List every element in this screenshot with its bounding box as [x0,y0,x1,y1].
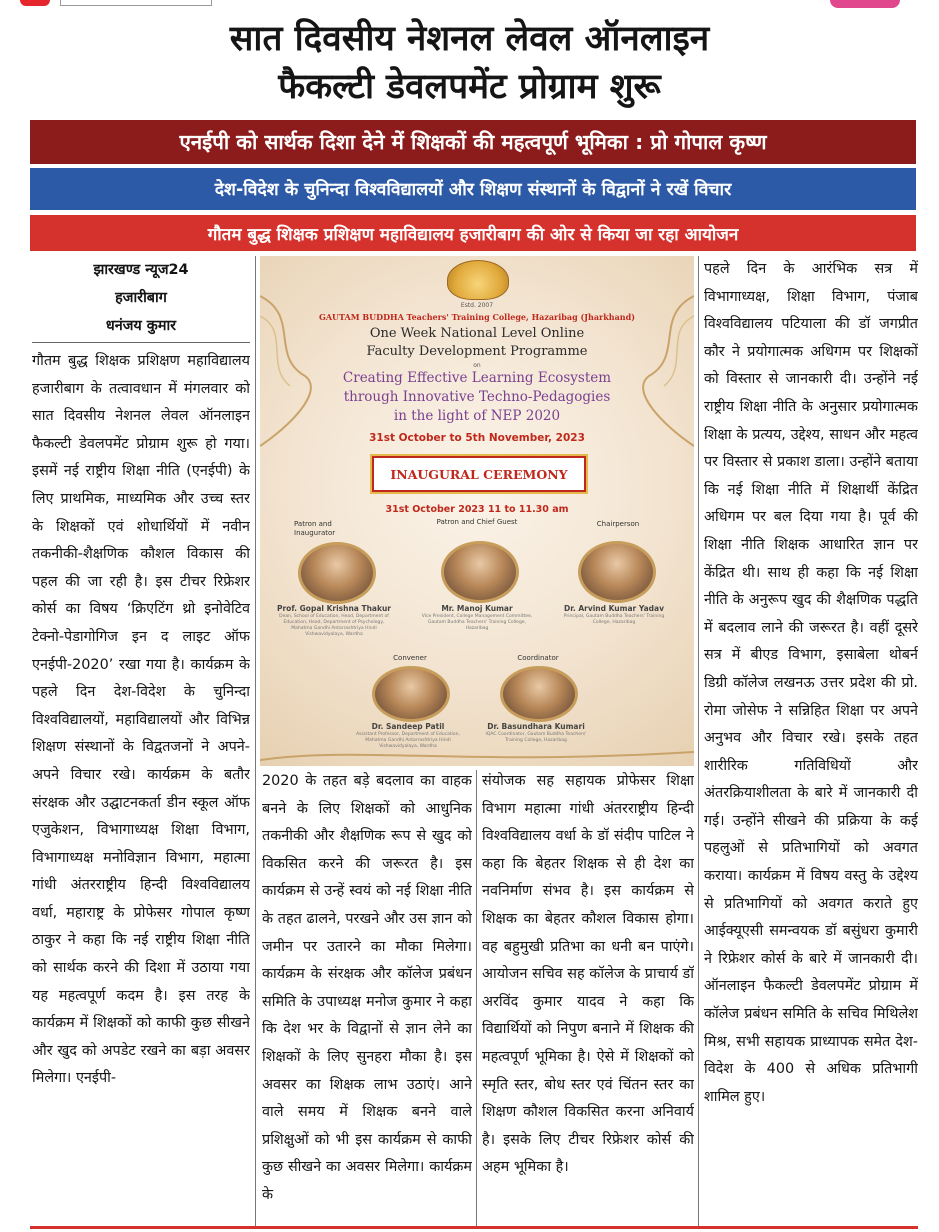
person-5-photo [500,666,578,722]
person-3-desc: Principal, Gautam Buddha Teachers' Training College, Hazaribag [563,614,665,625]
headline-line2: फैकल्टी डेवलपमेंट प्रोग्राम शुरू [278,67,661,107]
byline [32,256,250,340]
top-crop-right [830,0,900,8]
college-logo-icon [447,260,509,300]
divider-2 [476,770,477,1228]
top-crop-mid [60,0,212,6]
poster-theme-line1: Creating Effective Learning Ecosystem [342,370,612,386]
byline-rule [32,342,250,343]
person-5-role: Coordinator [517,654,559,662]
subhead-maroon [30,120,916,164]
subhead-blue-text: देश-विदेश के चुनिन्दा विश्वविद्यालयों और शिक्षण संस्थानों के विद्वानों ने रखें विचार [214,180,732,200]
person-4-desc: Assistant Professor, Department of Education, Mahatma Gandhi Antarrashtriya Hindi Vishwavidyalaya, Wardha [356,732,460,749]
column-2-text: 2020 के तहत बड़े बदलाव का वाहक बनने के लिए शिक्षकों को आधुनिक तकनीकी और शैक्षणिक रूप से खुद को विकसित करने की जरूरत है। इस कार्यक्रम से उन्हें स्वयं को नई शिक्षा नीति के तहत ढालने, परखने और उस ज्ञान को जमीन पर उतारने का मौका मिलेगा। कार्यक्रम के संरक्षक और कॉलेज प्रबंधन समिति के उपाध्यक्ष मनोज कुमार ने कहा कि देश भर के विद्वानों से ज्ञान लेने का शिक्षकों के लिए सुनहरा मौका है। इस अवसर का शिक्षक लाभ उठाएं। आने वाले समय में शिक्षक बनने वाले प्रशिक्षुओं को भी इस कार्यक्रम से काफी कुछ सीखने का अवसर मिलेगा। कार्यक्रम के [262,773,472,1203]
person-3-role: Chairperson [596,520,640,528]
person-4-name: Dr. Sandeep Patil [371,722,445,731]
person-2-desc: Vice President, College Management Committee, Gautam Buddha Teachers' Training College, Hazaribag [421,614,533,631]
poster-programme-line1: One Week National Level Online [369,326,585,341]
person-4-photo [372,666,450,722]
person-1-desc: Dean, School of Education, Head, Department of Education, Head, Department of Psychology, Mahatma Gandhi Antarrashtriya Hindi Vishwavidyalaya, Wardha [279,614,389,637]
person-3-photo [578,541,656,603]
person-5-name: Dr. Basundhara Kumari [487,722,585,731]
bottom-rule [30,1226,918,1229]
byline-author: धनंजय कुमार [105,318,177,334]
ceremony-title: INAUGURAL CEREMONY [390,466,568,482]
column-4-text: पहले दिन के आरंभिक सत्र में विभागाध्यक्ष, शिक्षा विभाग, पंजाब विश्वविद्यालय पटियाला की डॉ जगप्रीत कौर ने प्रयोगात्मक अधिगम पर शिक्षकों को विस्तार से जानकारी दी। उन्होंने नई राष्ट्रीय शिक्षा नीति के अनुसार प्रयोगात्मक शिक्षा के प्रत्यय, उद्देश्य, साधन और महत्व पर विस्तार से प्रकाश डाला। उन्होंने बताया कि नई शिक्षा नीति में शिक्षार्थी केंद्रित अधिगम पर बल दिया गया है। पूर्व की शिक्षा नीति शिक्षक आधारित ज्ञान पर केंद्रित थी। साथ ही कहा कि नई शिक्षा नीति के अनुरूप खुद की शैक्षणिक पद्धति में बदलाव लाने की जरूरत है। वहीं दूसरे सत्र में बीएड विभाग, इसाबेला थोबर्न डिग्री कॉलेज लखनऊ उत्तर प्रदेश की प्रो. रोमा जोसेफ ने सन्निहित शिक्षा पर अपने अनुभव और विचार रखे। इसके तहत शारीरिक गतिविधियों और अंतरक्रियाशीलता के बारे में जानकारी दी गई। उन्होंने सीखने की प्रक्रिया के कई पहलुओं से प्रतिभागियों को अवगत कराया। कार्यक्रम में विषय वस्तु के उद्देश्य से प्रतिभागियों को अवगत कराते हुए आईक्यूएसी समन्वयक डॉ बसुंधरा कुमारी ने रिफ्रेशर कोर्स के बारे में जानकारी दी। ऑनलाइन फैकल्टी डेवलपमेंट प्रोग्राम में कॉलेज प्रबंधन समिति के सचिव मिथिलेश मिश्र, सभी सहायक प्राध्यापक समेत देश-विदेश के 400 से अधिक प्रतिभागी शामिल हुए। [704,261,918,1105]
divider-1 [255,256,256,1228]
person-5-desc: IQAC Coordinator, Gautam Buddha Teachers' Training College, Hazaribag [485,732,587,743]
poster-flourish-icon [260,742,694,766]
top-crop-left [20,0,50,6]
poster-dates: 31st October to 5th November, 2023 [369,432,585,444]
subhead-blue [30,168,916,210]
divider-3 [698,256,699,1228]
person-1-role: Patron and Inaugurator [294,520,336,537]
subhead-red [30,215,916,251]
column-1 [32,348,250,1228]
poster-estd: Estd. 2007 [460,302,494,309]
column-4 [704,256,918,1228]
person-3-name: Dr. Arvind Kumar Yadav [564,604,664,613]
column-1-text: गौतम बुद्ध शिक्षक प्रशिक्षण महाविद्यालय हजारीबाग के तत्वावधान में मंगलवार को सात दिवसीय नेशनल लेवल ऑनलाइन फैकल्टी डेवलपमेंट प्रोग्राम शुरू हो गया। इसमें नई राष्ट्रीय शिक्षा नीति (एनईपी) के लिए प्राथमिक, माध्यमिक और उच्च स्तर के शिक्षकों एवं शोधार्थियों में नवीन तकनीकी-शैक्षणिक कौशल विकास की पहल की जा रही है। इस टीचर रिफ्रेशर कोर्स का विषय ‘क्रिएटिंग थ्रो इनोवेटिव टेक्नो-पेडागोगिज इन द लाइट ऑफ एनईपी-2020’ रखा गया है। कार्यक्रम के पहले दिन देश-विदेश के चुनिन्दा विश्वविद्यालयों, महाविद्यालयों और विभिन्न शिक्षण संस्थानों के विद्वतजनों ने अपने-अपने विचार रखे। कार्यक्रम के बतौर संरक्षक और उद्घाटनकर्ता डीन स्कूल ऑफ एजुकेशन, विभागाध्यक्ष शिक्षा विभाग, विभागाध्यक्ष मनोविज्ञान विभाग, महात्मा गांधी अंतरराष्ट्रीय हिन्दी विश्वविद्यालय वर्धा, महाराष्ट्र के प्रोफेसर गोपाल कृष्ण ठाकुर ने कहा कि नई राष्ट्रीय शिक्षा नीति को सार्थक करने की दिशा में उठाया गया यह महत्वपूर्ण कदम है। इस तरह के कार्यक्रम में शिक्षकों को काफी कुछ सीखने और खुद को अपडेट रखने का बड़ा अवसर मिलेगा। एनईपी- [32,353,250,1087]
person-1-name: Prof. Gopal Krishna Thakur [276,604,392,613]
poster-on: on [473,362,481,369]
column-3-text: संयोजक सह सहायक प्रोफेसर शिक्षा विभाग महात्मा गांधी अंतरराष्ट्रीय हिन्दी विश्वविद्यालय वर्धा के डॉ संदीप पाटिल ने कहा कि बेहतर शिक्षक से ही देश का नवनिर्माण संभव है। इस कार्यक्रम से शिक्षक का बेहतर कौशल विकास होगा। वह बहुमुखी प्रतिभा का धनी बन पाएंगे। आयोजन सचिव सह कॉलेज के प्राचार्य डॉ अरविंद कुमार यादव ने कहा कि विद्यार्थियों को निपुण बनाने में शिक्षक की महत्वपूर्ण भूमिका है। ऐसे में शिक्षकों को स्मृति स्तर, बोध स्तर एवं चिंतन स्तर का शिक्षण कौशल विकसित करना अनिवार्य है। इसके लिए टीचर रिफ्रेशर कोर्स की अहम भूमिका है। [482,773,694,1176]
poster-theme-line2: through Innovative Techno-Pedagogies [343,389,611,405]
person-1-photo [298,542,376,604]
poster-college: GAUTAM BUDDHA Teachers' Training College, Hazaribag (Jharkhand) [319,312,635,322]
person-4-role: Convener [393,654,427,662]
byline-place: हजारीबाग [115,290,167,306]
subhead-maroon-text: एनईपी को सार्थक दिशा देने में शिक्षकों की महत्वपूर्ण भूमिका : प्रो गोपाल कृष्ण [179,130,767,154]
person-2-name: Mr. Manoj Kumar [441,604,513,613]
person-2-role: Patron and Chief Guest [436,518,518,526]
poster-theme-line3: in the light of NEP 2020 [393,408,561,424]
headline-line1: सात दिवसीय नेशनल लेवल ऑनलाइन [229,19,710,59]
person-2-photo [441,541,519,603]
byline-source: झारखण्ड न्यूज24 [93,262,189,278]
column-2 [262,768,472,1228]
column-3 [482,768,694,1228]
event-poster [260,256,694,766]
ceremony-banner [372,456,586,492]
poster-time: 31st October 2023 11 to 11.30 am [385,504,569,515]
poster-programme-line2: Faculty Development Programme [366,344,588,359]
subhead-red-text: गौतम बुद्ध शिक्षक प्रशिक्षण महाविद्यालय हजारीबाग की ओर से किया जा रहा आयोजन [207,224,739,245]
